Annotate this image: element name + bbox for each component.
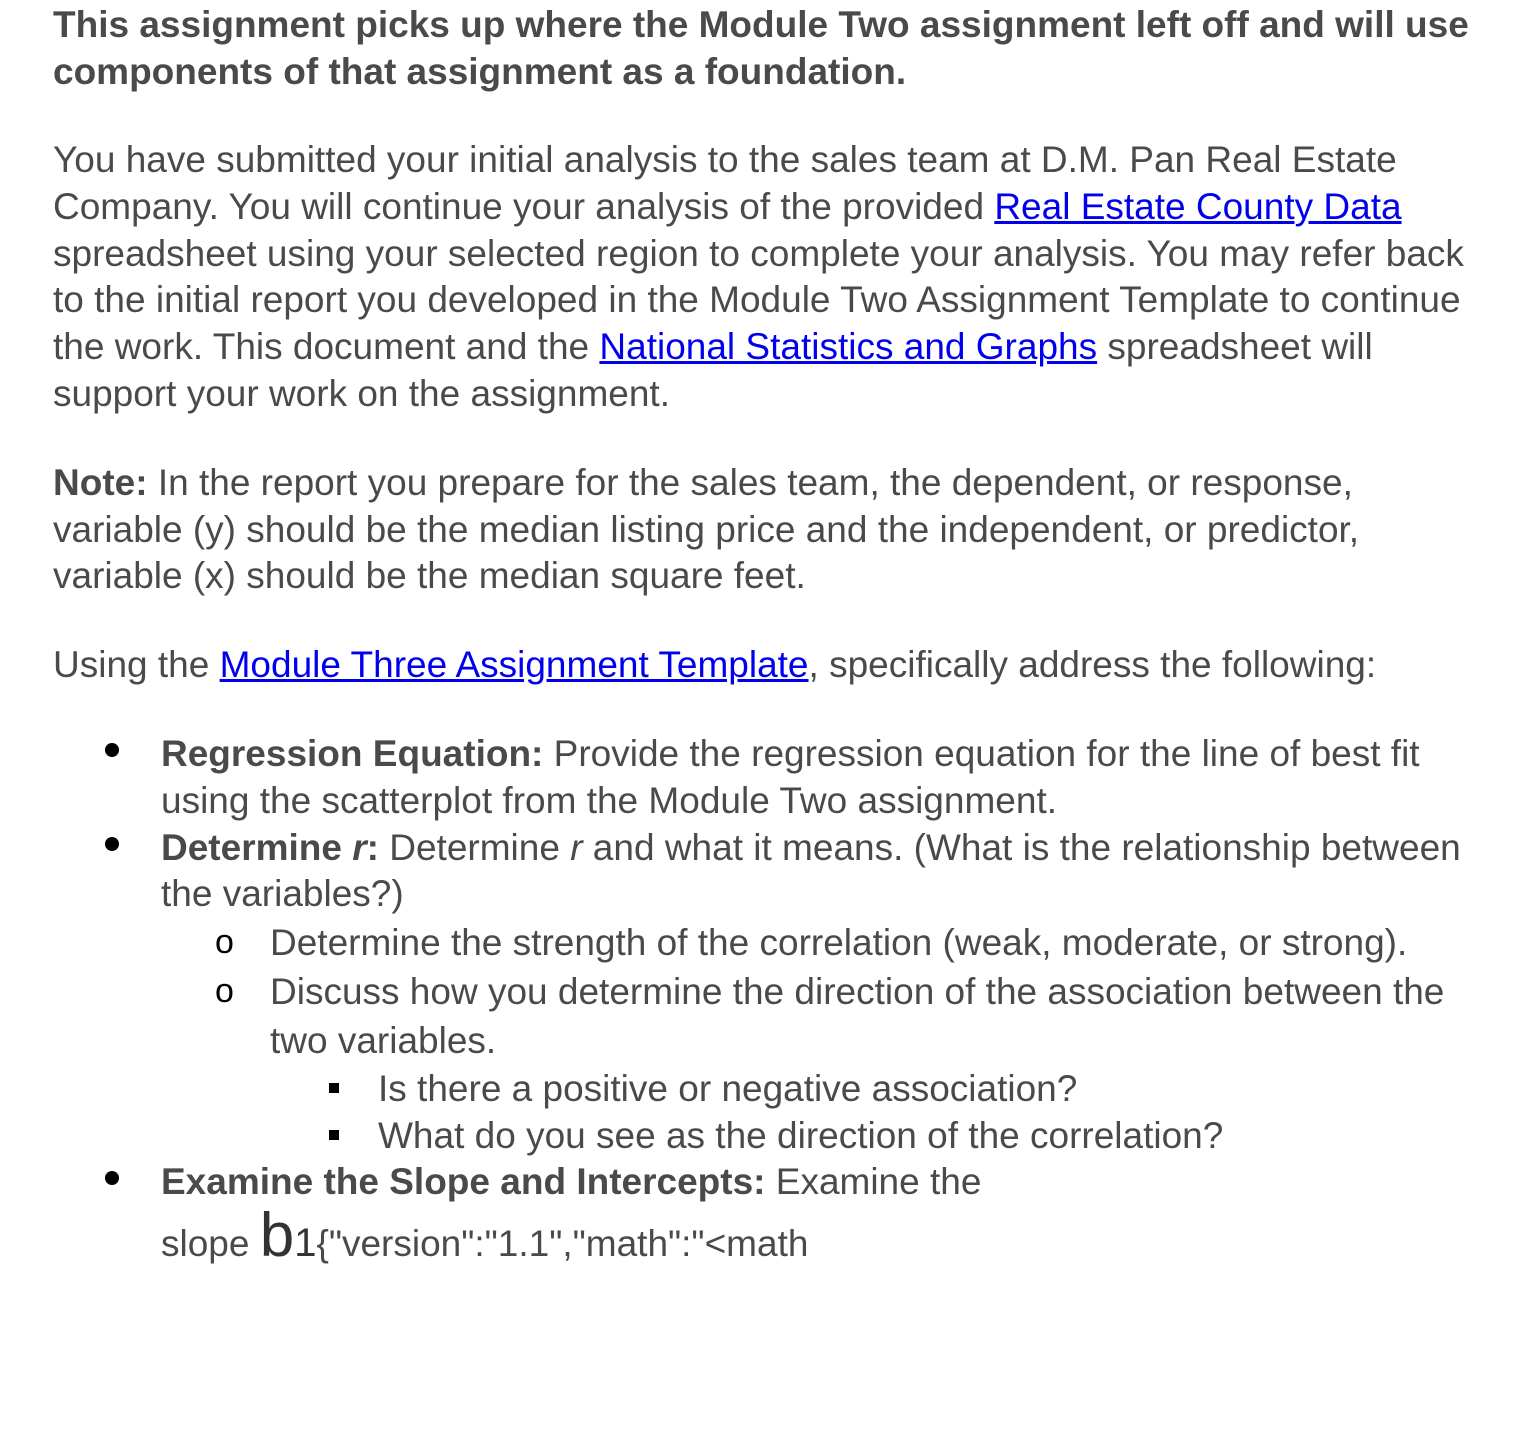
context-text-3: spreadsheet will support your work on the assignment. — [53, 326, 1373, 414]
determine-r-sublist — [161, 918, 1473, 1159]
real-estate-county-data-link[interactable]: Real Estate County Data — [994, 185, 1402, 227]
regression-label: Regression Equation: — [161, 732, 544, 774]
regression-text: Provide the regression equation for the line of best fit using the scatterplot from the Module Two assignment. — [161, 732, 1420, 821]
context-text-2: spreadsheet using your selected region to complete your analysis. You may refer back to the initial report you developed in the Module Two Assignment Template to continue the work. This document and the — [53, 232, 1464, 368]
math-raw-text: {"version":"1.1","math":"<math — [316, 1222, 809, 1264]
direction-sublist — [270, 1065, 1473, 1159]
list-item-direction: o Discuss how you determine the direction of the association between the two variables. Is there a positive or negative association? What do you see as the direction of the correlation? — [53, 967, 1473, 1159]
circle-bullet-icon: o — [215, 923, 234, 962]
list-item-regression — [53, 731, 1473, 825]
note-text: In the report you prepare for the sales team, the dependent, or response, variable (y) should be the median listing price and the independent, or predictor, variable (x) should be the median square feet. — [53, 461, 1360, 597]
square-bullet-icon — [329, 1083, 339, 1093]
bullet-icon — [105, 1171, 119, 1185]
list-item-positive-negative: Is there a positive or negative association? — [53, 1065, 1473, 1112]
determine-r-label: Determine r: — [161, 826, 379, 868]
requirements-list — [53, 731, 1473, 1274]
bullet-icon — [105, 837, 119, 851]
slope-label: Examine the Slope and Intercepts: — [161, 1161, 766, 1203]
context-paragraph — [53, 137, 1473, 418]
using-paragraph — [53, 642, 1473, 689]
national-statistics-link[interactable]: National Statistics and Graphs — [599, 326, 1098, 368]
document-body — [53, 0, 1473, 1274]
intro-paragraph: This assignment picks up where the Module Two assignment left off and will use components of that assignment as a foundation. — [53, 4, 1469, 92]
bullet-icon — [105, 743, 119, 757]
slope-line: slope b1{"version":"1.1","math":"<math — [161, 1200, 809, 1270]
note-paragraph — [53, 460, 1473, 600]
b1-symbol: b1 — [259, 1200, 317, 1270]
circle-bullet-icon: o — [215, 972, 234, 1011]
using-text-2: , specifically address the following: — [808, 644, 1377, 686]
list-item-correlation-direction: What do you see as the direction of the correlation? — [53, 1112, 1473, 1159]
square-bullet-icon — [329, 1130, 339, 1140]
using-text-1: Using the — [53, 644, 220, 686]
list-item-strength: o Determine the strength of the correlation (weak, moderate, or strong). — [53, 918, 1473, 967]
context-text-1: You have submitted your initial analysis to the sales team at D.M. Pan Real Estate Company. You will continue your analysis of the provided — [53, 139, 1397, 227]
slope-text: Examine the — [765, 1161, 982, 1203]
list-item-slope — [53, 1159, 1473, 1274]
list-item-determine-r: Determine r: Determine r and what it means. (What is the relationship between the variables?) o Determine the strength of the correlation (weak, moderate, or strong). o Discuss how you determine the direction of the association between the two variables. Is there a positive or negative association? What do you see as the direction of the correlation? — [53, 825, 1473, 1160]
note-label: Note: — [53, 461, 148, 503]
module-three-template-link[interactable]: Module Three Assignment Template — [219, 644, 809, 686]
